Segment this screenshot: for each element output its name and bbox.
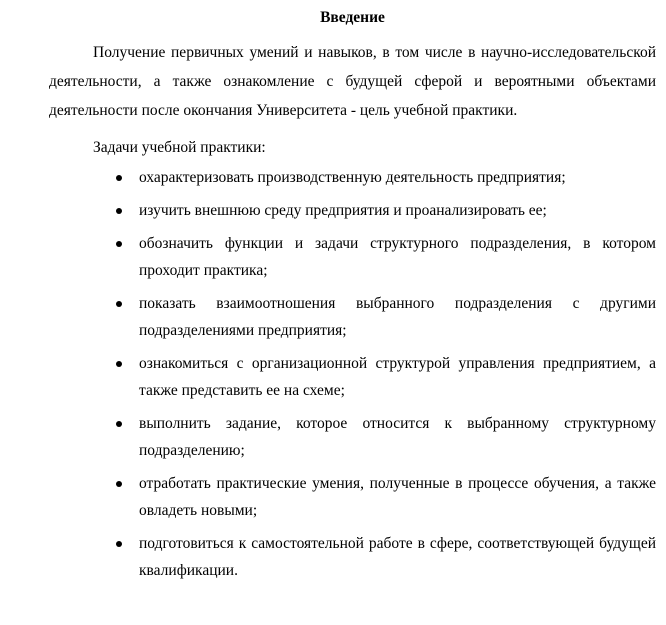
list-item-text: ознакомиться с организационной структурой управления предприятием, а также представить ее на схеме; bbox=[139, 355, 656, 399]
intro-paragraph: Получение первичных умений и навыков, в том числе в научно-исследовательской деятельности, а также ознакомление с будущей сферой и вероятными объектами деятельности после окончания Университета - цель учебной практики. bbox=[49, 44, 656, 119]
list-item-text: показать взаимоотношения выбранного подразделения с другими подразделениями предприятия; bbox=[139, 295, 656, 339]
list-item-text: обозначить функции и задачи структурного подразделения, в котором проходит практика; bbox=[139, 235, 656, 279]
list-item bbox=[139, 164, 656, 191]
list-item-text: изучить внешнюю среду предприятия и проанализировать ее; bbox=[139, 202, 547, 219]
tasks-list bbox=[49, 164, 656, 584]
list-item bbox=[139, 530, 656, 584]
list-item-text: охарактеризовать производственную деятельность предприятия; bbox=[139, 169, 566, 186]
list-item bbox=[139, 230, 656, 284]
bullet-icon bbox=[116, 301, 122, 307]
bullet-icon bbox=[116, 241, 122, 247]
list-item bbox=[139, 410, 656, 464]
list-item bbox=[139, 290, 656, 344]
bullet-icon bbox=[116, 481, 122, 487]
list-item bbox=[139, 470, 656, 524]
bullet-icon bbox=[116, 421, 122, 427]
document-title: Введение bbox=[320, 9, 385, 26]
bullet-icon bbox=[116, 541, 122, 547]
bullet-icon bbox=[116, 175, 122, 181]
list-item-text: выполнить задание, которое относится к выбранному структурному подразделению; bbox=[139, 415, 656, 459]
list-item-text: подготовиться к самостоятельной работе в сфере, соответствующей будущей квалификации. bbox=[139, 535, 656, 579]
bullet-icon bbox=[116, 208, 122, 214]
bullet-icon bbox=[116, 361, 122, 367]
tasks-heading: Задачи учебной практики: bbox=[93, 139, 266, 156]
list-item bbox=[139, 350, 656, 404]
list-item bbox=[139, 197, 656, 224]
list-item-text: отработать практические умения, полученные в процессе обучения, а также овладеть новыми; bbox=[139, 475, 656, 519]
